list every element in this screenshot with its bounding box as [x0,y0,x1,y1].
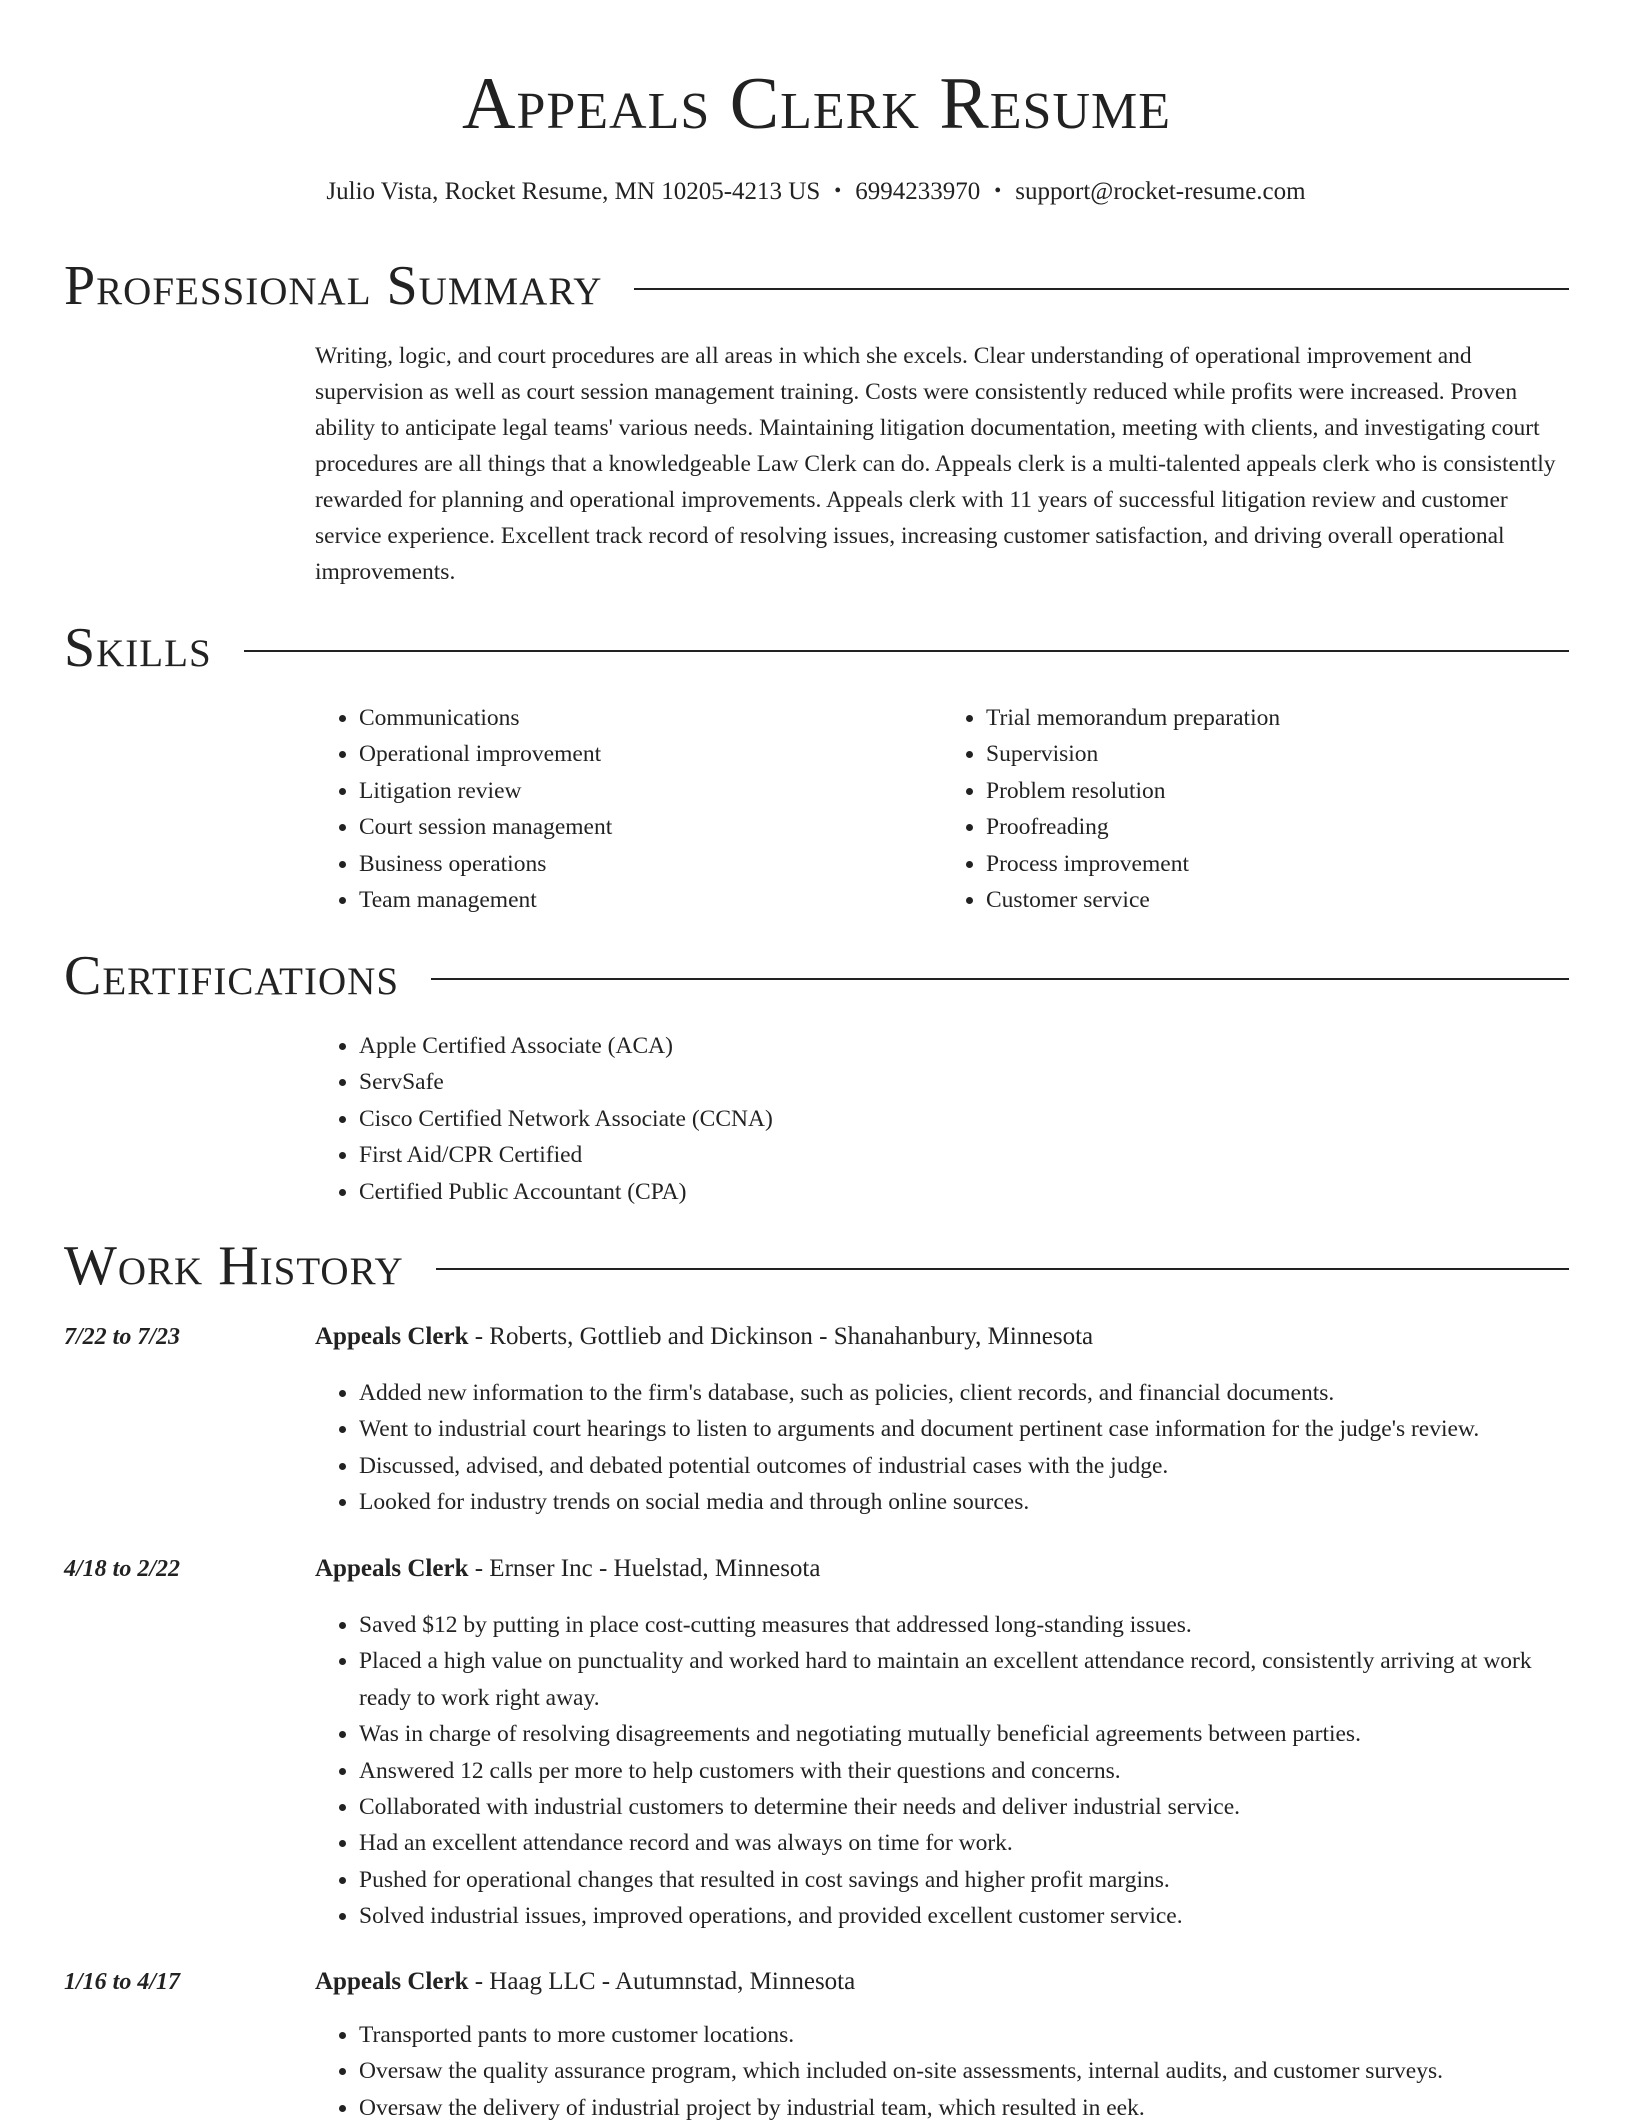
skill-item: • Problem resolution [986,773,1569,809]
certifications-list [315,1028,1569,1210]
section-divider [634,288,1569,290]
contact-email: support@rocket-resume.com [1015,178,1306,205]
duties-list [315,2017,1569,2126]
section-heading: Certifications [64,945,400,1007]
duty-item: • Discussed, advised, and debated potential outcomes of industrial cases with the judge. [359,1448,1569,1484]
section-divider [244,650,1569,652]
duty-item: • Saved $12 by putting in place cost-cutting measures that addressed long-standing issues. [359,1607,1569,1643]
skill-item: • Operational improvement [359,736,942,772]
section-divider [431,978,1569,980]
duty-item: • Answered 12 calls per more to help customers with their questions and concerns. [359,1753,1569,1789]
job-dates: 4/18 to 2/22 [64,1556,181,1582]
job-duties [315,1375,1569,1521]
job-dates: 7/22 to 7/23 [64,1324,181,1350]
duty-item: • Went to industrial court hearings to listen to arguments and document pertinent case information for the judge's review. [359,1411,1569,1447]
section-heading: Skills [64,617,212,679]
duty-item: • Transported pants to more customer locations. [359,2017,1569,2053]
document-title: Appeals Clerk Resume [462,63,1171,145]
job-heading [315,1553,1569,1585]
duties-list [315,1607,1569,1935]
duties-list [315,1375,1569,1521]
skills-section-header [64,616,1569,680]
skills-block [315,700,1569,918]
skill-item: • Trial memorandum preparation [986,700,1569,736]
skill-item: • Team management [359,882,942,918]
skills-list-left [315,700,942,918]
certifications-block [315,1028,1569,1210]
skill-item: • Litigation review [359,773,942,809]
certification-item: • Cisco Certified Network Associate (CCNA) [359,1101,1569,1137]
work-history-section-header [64,1234,1569,1298]
duty-item: • Oversaw the delivery of industrial project by industrial team, which resulted in eek. [359,2090,1569,2126]
skill-item: • Customer service [986,882,1569,918]
duty-item: • Collaborated with industrial customers to determine their needs and deliver industrial service. [359,1789,1569,1825]
certification-item: • ServSafe [359,1064,1569,1100]
contact-separator: • [994,180,1002,202]
duty-item: • Placed a high value on punctuality and worked hard to maintain an excellent attendance record, consistently arriving at work ready to work right away. [359,1643,1569,1716]
duty-item: • Solved industrial issues, improved operations, and provided excellent customer service. [359,1898,1569,1934]
section-heading: Work History [64,1235,404,1297]
contact-separator: • [834,180,842,202]
duty-item: • Oversaw the quality assurance program, which included on-site assessments, internal audits, and customer surveys. [359,2053,1569,2089]
section-heading: Professional Summary [64,255,603,317]
certifications-section-header [64,944,1569,1008]
job-duties [315,2017,1569,2126]
job-dates: 1/16 to 4/17 [64,1969,181,1995]
skill-item: • Process improvement [986,846,1569,882]
job-heading [315,1321,1569,1353]
skills-list-right [942,700,1569,918]
certification-item: • First Aid/CPR Certified [359,1137,1569,1173]
job-duties [315,1607,1569,1935]
job-details: - Roberts, Gottlieb and Dickinson - Shanahanbury, Minnesota [468,1323,1094,1350]
summary-text: Writing, logic, and court procedures are all areas in which she excels. Clear understanding of operational improvement and supervision as well as court session management training. Costs were consistently reduced while profits were increased. Proven ability to anticipate legal teams' various needs. Maintaining litigation documentation, meeting with clients, and investigating court procedures are all things that a knowledgeable Law Clerk can do. Appeals clerk is a multi-talented appeals clerk who is consistently rewarded for planning and operational improvements. Appeals clerk with 11 years of successful litigation review and customer service experience. Excellent track record of resolving issues, increasing customer satisfaction, and driving overall operational improvements. [315,343,1556,585]
skill-item: • Supervision [986,736,1569,772]
skill-item: • Business operations [359,846,942,882]
contact-line [0,175,1632,208]
duty-item: • Was in charge of resolving disagreements and negotiating mutually beneficial agreements between parties. [359,1716,1569,1752]
summary-block [315,338,1569,590]
duty-item: • Added new information to the firm's database, such as policies, client records, and financial documents. [359,1375,1569,1411]
certification-item: • Certified Public Accountant (CPA) [359,1174,1569,1210]
skill-item: • Court session management [359,809,942,845]
job-role: Appeals Clerk [315,1555,469,1582]
job-role: Appeals Clerk [315,1968,469,1995]
duty-item: • Looked for industry trends on social media and through online sources. [359,1484,1569,1520]
summary-section-header [64,254,1569,318]
job-heading [315,1966,1569,1998]
duty-item: • Pushed for operational changes that resulted in cost savings and higher profit margins. [359,1862,1569,1898]
job-role: Appeals Clerk [315,1323,469,1350]
section-divider [436,1268,1569,1270]
duty-item: • Had an excellent attendance record and was always on time for work. [359,1825,1569,1861]
certification-item: • Apple Certified Associate (ACA) [359,1028,1569,1064]
job-details: - Haag LLC - Autumnstad, Minnesota [468,1968,856,1995]
contact-phone: 6994233970 [855,178,981,205]
skill-item: • Communications [359,700,942,736]
job-details: - Ernser Inc - Huelstad, Minnesota [468,1555,821,1582]
skill-item: • Proofreading [986,809,1569,845]
contact-address: Julio Vista, Rocket Resume, MN 10205-4213 US [326,178,821,205]
